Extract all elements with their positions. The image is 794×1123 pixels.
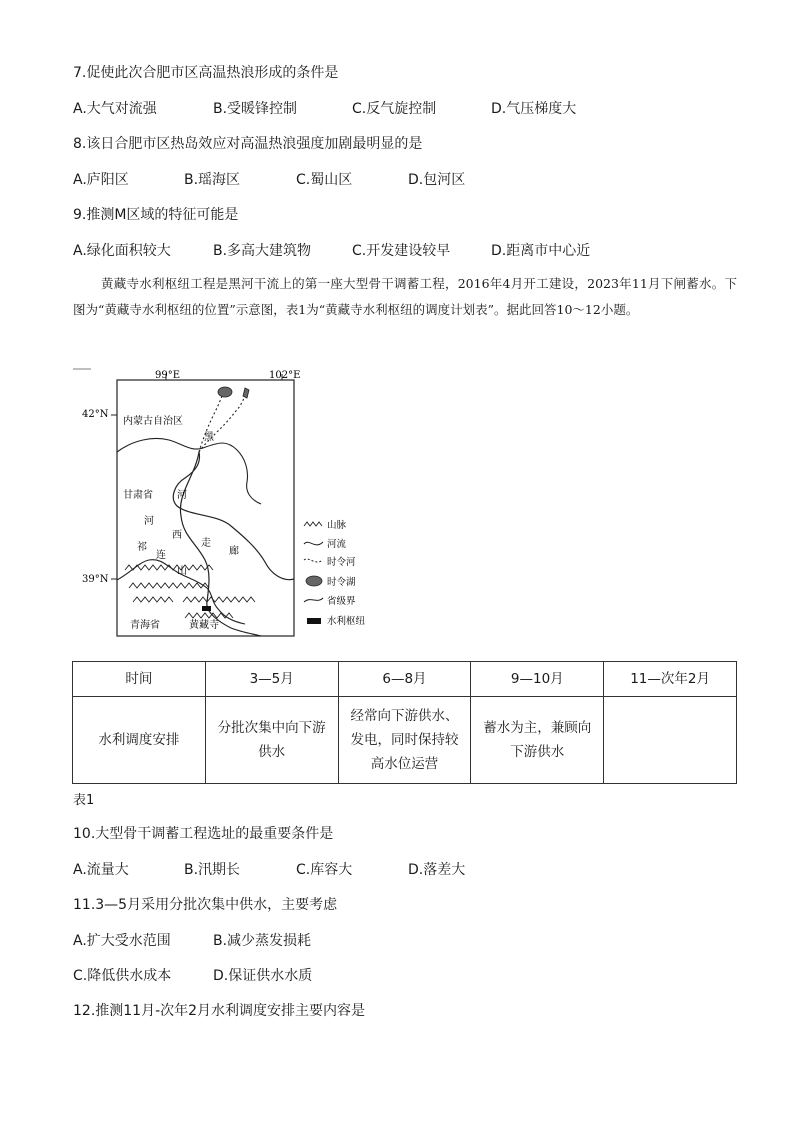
passage-text: 黄藏寺水利枢纽工程是黑河干流上的第一座大型骨干调蓄工程，2016年4月开工建设，2023年11月下闸蓄水。下图为“黄藏寺水利枢纽的位置”示意图，表1为“黄藏寺水利枢纽的调度计划表”。据此回答10～12小题。 [73,276,737,317]
corridor-char-1: 河 [144,516,154,527]
river-char-he: 河 [177,490,187,501]
lon-label-102e: 102°E [269,370,301,381]
map-legend [304,519,366,627]
mountain-range-2 [129,583,209,588]
question-8-stem: 8.该日合肥市区热岛效应对高温热浪强度加剧最明显的是 [73,136,423,152]
option-d[interactable]: D.气压梯度大 [491,101,577,117]
legend-label-river: 河流 [327,539,347,550]
table-row-label: 水利调度安排 [73,697,206,784]
option-b[interactable]: B.减少蒸发损耗 [213,933,312,949]
mountain-char-2: 连 [156,550,166,561]
option-b[interactable]: B.多高大建筑物 [213,243,312,259]
question-12-stem: 12.推测11月-次年2月水利调度安排主要内容是 [73,1003,366,1019]
mountain-range-3 [183,597,255,602]
legend-label-dam: 水利枢纽 [327,616,366,627]
option-b[interactable]: B.受暖锋控制 [213,101,298,117]
legend-seasonal-river-symbol [304,559,323,562]
hei-river [173,452,294,580]
legend-dam-symbol [307,618,321,624]
table-header-row [73,662,737,697]
region-qinghai: 青海省 [130,620,160,631]
mountain-char-1: 祁 [137,542,147,553]
dam-site-marker [202,606,211,611]
river-char-hei: 黑 [204,432,214,443]
table-header-cell: 6—8月 [338,662,471,697]
option-c[interactable]: C.库容大 [296,862,353,878]
table-header-cell: 9—10月 [471,662,604,697]
option-c[interactable]: C.开发建设较早 [352,243,451,259]
question-7-stem: 7.促使此次合肥市区高温热浪形成的条件是 [73,65,339,81]
legend-mountain-symbol [304,522,322,526]
option-a[interactable]: A.绿化面积较大 [73,243,171,259]
lat-label-39n: 39°N [82,574,109,585]
legend-label-mountain: 山脉 [327,520,347,531]
schedule-table [72,661,737,784]
corridor-char-2: 西 [172,530,182,541]
lat-label-42n: 42°N [82,409,109,420]
table-cell [604,697,737,784]
option-a[interactable]: A.流量大 [73,862,129,878]
option-d[interactable]: D.距离市中心近 [491,243,591,259]
passage [73,271,737,323]
legend-lake-symbol [306,576,322,586]
region-gansu: 甘肃省 [123,490,153,501]
question-10-stem: 10.大型骨干调蓄工程选址的最重要条件是 [73,826,334,842]
option-d[interactable]: D.落差大 [408,862,466,878]
mountain-ranges [125,565,255,618]
region-inner-mongolia: 内蒙古自治区 [123,416,183,427]
seasonal-river-2 [199,396,245,452]
table-cell: 蓄水为主，兼顾向下游供水 [471,697,604,784]
corridor-char-3: 走 [201,538,211,549]
location-map [73,366,403,642]
table-cell: 分批次集中向下游供水 [205,697,338,784]
option-c[interactable]: C.反气旋控制 [352,101,437,117]
seasonal-lake-1 [218,387,232,397]
option-c[interactable]: C.降低供水成本 [73,968,172,984]
legend-boundary-symbol [304,598,323,602]
table-header-cell: 3—5月 [205,662,338,697]
legend-label-boundary: 省级界 [327,596,356,607]
mountain-range-5 [185,613,233,618]
legend-river-symbol [304,542,323,545]
table-header-cell: 时间 [73,662,206,697]
mountain-range-4 [133,597,173,602]
option-a[interactable]: A.大气对流强 [73,101,157,117]
option-c[interactable]: C.蜀山区 [296,172,353,188]
river-upper [180,452,261,636]
legend-label-seasonal-river: 时令河 [327,557,356,568]
question-11-stem: 11.3—5月采用分批次集中供水，主要考虑 [73,897,338,913]
seasonal-lake-2 [243,388,249,398]
site-label: 黄藏寺 [189,620,219,631]
option-a[interactable]: A.庐阳区 [73,172,129,188]
option-d[interactable]: D.包河区 [408,172,466,188]
option-a[interactable]: A.扩大受水范围 [73,933,171,949]
mountain-char-3: 山 [177,566,187,577]
option-b[interactable]: B.汛期长 [184,862,241,878]
question-9-stem: 9.推测M区域的特征可能是 [73,207,239,223]
lon-label-99e: 99°E [155,370,181,381]
table-header-cell: 11—次年2月 [604,662,737,697]
corridor-char-4: 廊 [229,546,239,557]
option-b[interactable]: B.瑶海区 [184,172,241,188]
legend-label-seasonal-lake: 时令湖 [327,577,356,588]
table-caption: 表1 [73,793,95,808]
table-cell: 经常向下游供水、发电，同时保持较高水位运营 [338,697,471,784]
option-d[interactable]: D.保证供水水质 [213,968,313,984]
table-row [73,697,737,784]
